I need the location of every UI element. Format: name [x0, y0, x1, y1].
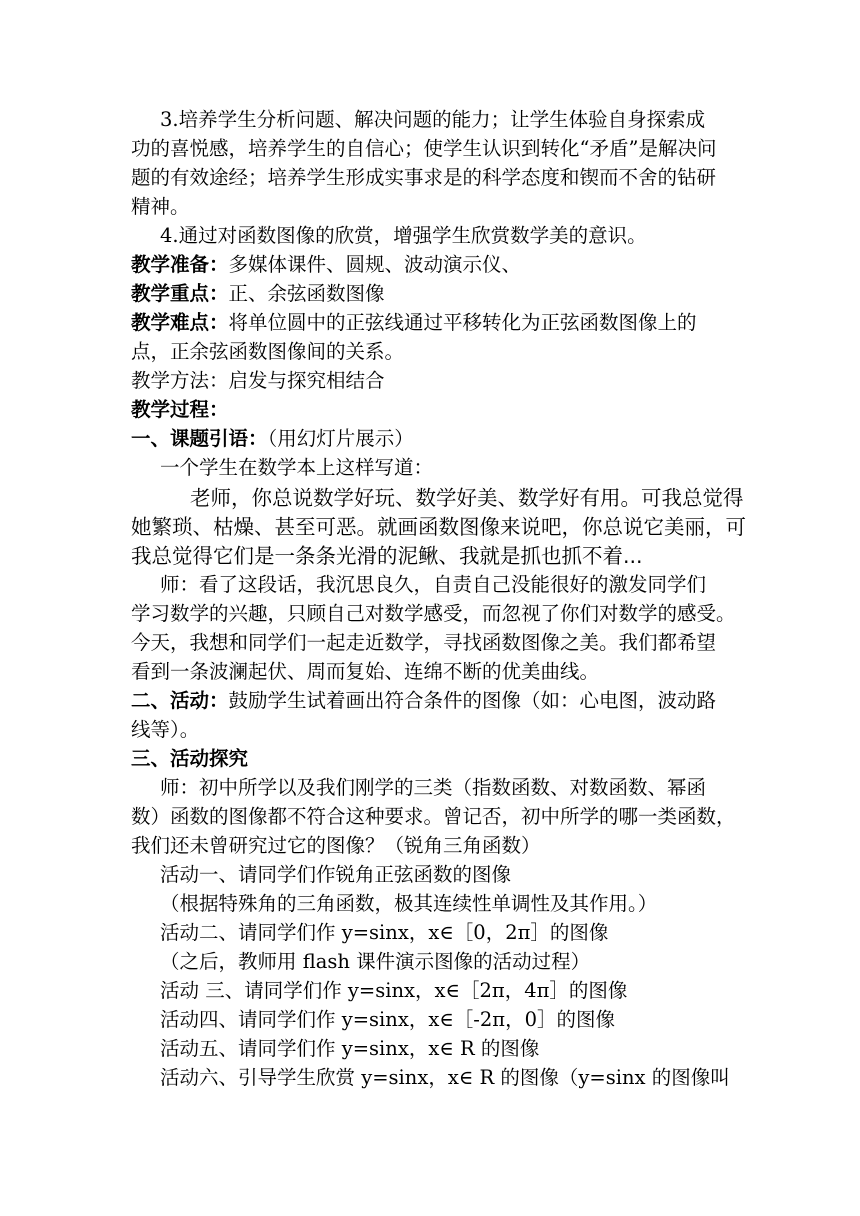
- teaching-prep-text: 多媒体课件、圆规、波动演示仪、: [228, 253, 522, 276]
- section-1-note: （用幻灯片展示）: [267, 427, 414, 450]
- section-2-line-2: 线等）。: [131, 718, 200, 741]
- teaching-key-text: 正、余弦函数图像: [228, 282, 385, 305]
- teacher-response-line-3: 今天，我想和同学们一起走近数学，寻找函数图像之美。我们都希望: [131, 631, 717, 654]
- activity-6: 活动六、引导学生欣赏 y=sinx，x∈ R 的图像（y=sinx 的图像叫: [160, 1066, 730, 1089]
- student-quote-line-1: 老师，你总说数学好玩、数学好美、数学好有用。可我总觉得: [190, 486, 744, 510]
- teaching-process-heading: [131, 396, 229, 424]
- teaching-difficulty: [131, 309, 697, 337]
- activity-2-note: （之后，教师用 flash 课件演示图像的活动过程）: [160, 950, 591, 973]
- teaching-difficulty-line-2: 点，正余弦函数图像间的关系。: [131, 340, 405, 363]
- student-quote-line-2: 她繁琐、枯燥、甚至可恶。就画函数图像来说吧，你总说它美丽，可: [131, 515, 746, 539]
- activity-3: 活动 三、请同学们作 y=sinx，x∈［2π，4π］的图像: [160, 979, 628, 1002]
- section-3-teacher-line-3: 我们还未曾研究过它的图像？（锐角三角函数）: [131, 834, 541, 857]
- teaching-process-label: 教学过程：: [131, 398, 229, 421]
- teaching-difficulty-label: 教学难点：: [131, 311, 229, 334]
- activity-1: 活动一、请同学们作锐角正弦函数的图像: [160, 863, 512, 886]
- objective-3-line-4: 精神。: [131, 195, 190, 218]
- section-1-heading: [131, 425, 414, 453]
- activity-1-note: （根据特殊角的三角函数，极其连续性单调性及其作用。）: [160, 892, 658, 915]
- section-1-intro: 一个学生在数学本上这样写道：: [160, 456, 434, 479]
- student-quote-line-3: 我总觉得它们是一条条光滑的泥鳅、我就是抓也抓不着...: [131, 544, 643, 568]
- teacher-response-line-2: 学习数学的兴趣，只顾自己对数学感受，而忽视了你们对数学的感受。: [131, 602, 736, 625]
- objective-3-line-3: 题的有效途经；培养学生形成实事求是的科学态度和锲而不舍的钻研: [131, 166, 717, 189]
- teaching-method: 教学方法：启发与探究相结合: [131, 369, 385, 392]
- activity-4: 活动四、请同学们作 y=sinx，x∈［-2π，0］的图像: [160, 1008, 616, 1031]
- section-2-label: 二、活动：: [131, 689, 229, 712]
- teaching-key: [131, 280, 385, 308]
- objective-4: 4.通过对函数图像的欣赏，增强学生欣赏数学美的意识。: [160, 224, 647, 247]
- teaching-prep-label: 教学准备：: [131, 253, 229, 276]
- section-2-text: 鼓励学生试着画出符合条件的图像（如：心电图，波动路: [228, 689, 717, 712]
- objective-3-line-1: 3.培养学生分析问题、解决问题的能力；让学生体验自身探索成: [160, 108, 706, 131]
- section-2-heading: [131, 687, 716, 715]
- teaching-prep: [131, 251, 521, 279]
- teacher-response-line-1: 师：看了这段话，我沉思良久，自责自己没能很好的激发同学们: [160, 573, 707, 596]
- section-3-label: 三、活动探究: [131, 747, 249, 770]
- section-3-teacher-line-1: 师：初中所学以及我们刚学的三类（指数函数、对数函数、幂函: [160, 776, 707, 799]
- section-1-label: 一、课题引语：: [131, 427, 268, 450]
- activity-2: 活动二、请同学们作 y=sinx，x∈［0，2π］的图像: [160, 921, 609, 944]
- teaching-difficulty-text: 将单位圆中的正弦线通过平移转化为正弦函数图像上的: [228, 311, 697, 334]
- objective-3-line-2: 功的喜悦感，培养学生的自信心；使学生认识到转化“矛盾”是解决问: [131, 137, 717, 160]
- teaching-key-label: 教学重点：: [131, 282, 229, 305]
- activity-5: 活动五、请同学们作 y=sinx，x∈ R 的图像: [160, 1037, 540, 1060]
- teacher-response-line-4: 看到一条波澜起伏、周而复始、连绵不断的优美曲线。: [131, 660, 600, 683]
- section-3-teacher-line-2: 数）函数的图像都不符合这种要求。曾记否，初中所学的哪一类函数，: [131, 805, 736, 828]
- section-3-heading: [131, 745, 248, 773]
